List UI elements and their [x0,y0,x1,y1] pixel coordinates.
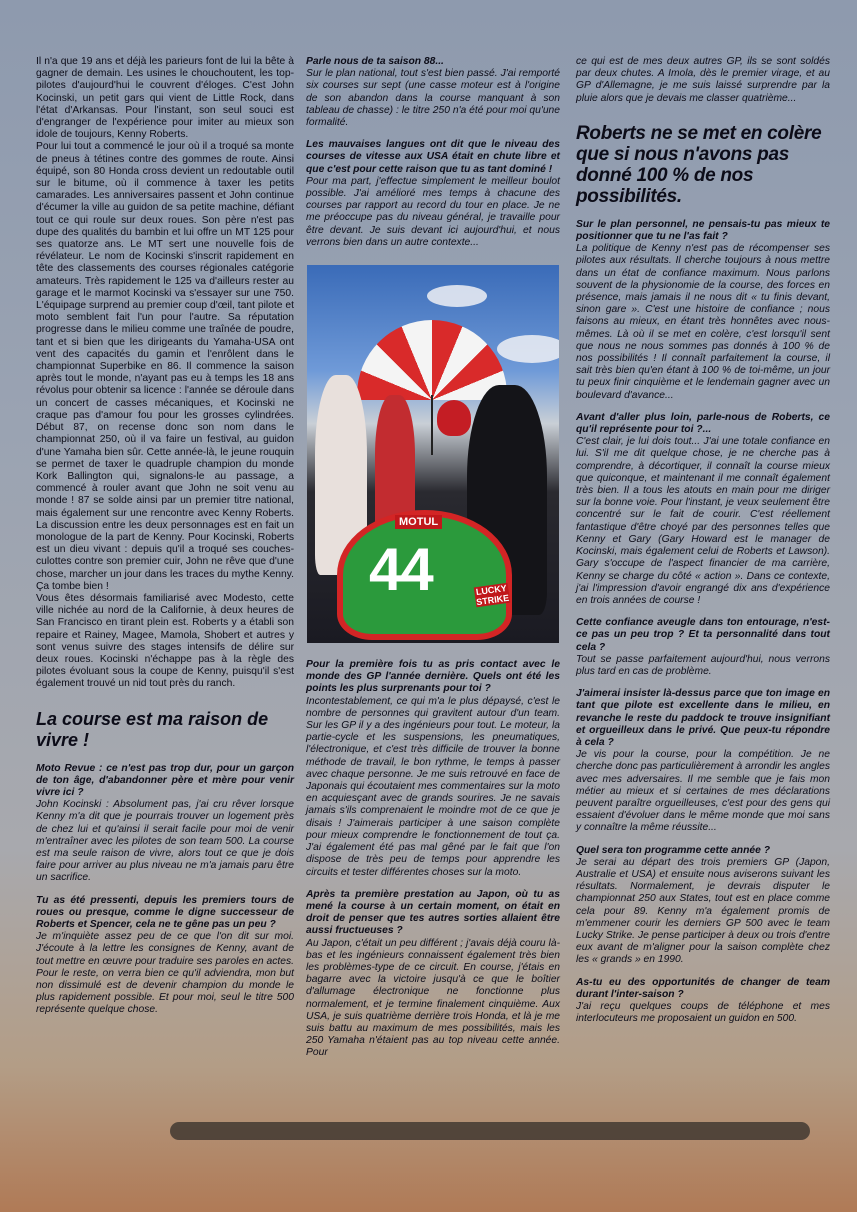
rider-photo [307,265,559,643]
column-right [576,56,830,1025]
interview-question: Avant d'aller plus loin, parle-nous de Roberts, ce qu'il représente pour toi ?... [576,411,830,436]
helmet-shape [437,400,471,436]
interview-question: Quel sera ton programme cette année ? [576,844,770,856]
cloud-shape [427,285,487,307]
interview-answer: Pour ma part, j'effectue simplement le meilleur boulot possible. J'ai amélioré mes temps à chacune des courses par rapport au record du tour en place. Je ne me préoccupe pas du niveau général, je travaille pour être devant. Je suis devant ici aujourd'hui, et nous verrons bien dans un autre contexte... [306,175,560,248]
interview-question: Moto Revue : ce n'est pas trop dur, pour un garçon de ton âge, d'abandonner père et mère pour venir vivre ici ? [36,762,294,798]
interview-question: Parle nous de ta saison 88... [306,56,444,67]
race-number: 44 [369,536,432,603]
interview-question: Les mauvaises langues ont dit que le niveau des courses de vitesse aux USA était en chute libre et que c'est pour cette raison que tu as tant dominé ! [306,139,560,175]
umbrella-shape [357,320,507,400]
horizon-shadow [170,1122,810,1140]
umbrella-pole [431,395,433,455]
interview-question: Cette confiance aveugle dans ton entourage, n'est-ce pas un peu trop ? Et ta personnalité dans tout cela ? [576,617,830,653]
interview-question: Après ta première prestation au Japon, où tu as mené la course à un certain moment, on était en droit de penser que tes autres sorties allaient être aussi fructueuses ? [306,888,560,937]
intro-paragraph: Il n'a que 19 ans et déjà les parieurs font de lui la bête à gagner de demain. Les usines le chouchoutent, les top-pilotes d'aujourd'hui le couvrent d'éloges. C'est John Kocinski, un petit gars qui vient de Little Rock, dans l'état d'Arkansas. Pour l'instant, son seul souci est d'engranger de l'expérience pour imiter au mieux son idole de toujours, Kenny Roberts. [36,56,294,141]
interview-answer: John Kocinski : Absolument pas, j'ai cru rêver lorsque Kenny m'a dit que je pourrais trouver un logement près de chez lui et qu'ainsi il serait facile pour moi de venir m'entraîner avec les pilotes de son team 500. La course est ma seule raison de vivre, alors tout ce que je dois faire pour arriver au plus niveau ne m'a jamais paru être un sacrifice. [36,799,294,884]
interview-answer: Au Japon, c'était un peu différent ; j'avais déjà couru là-bas et les ingénieurs connaissent également très bien les problèmes-type de ce circuit. En course, j'étais en bagarre avec la victoire jusqu'à ce que le boîtier d'allumage électronique ne fonctionne plus normalement, et je termine finalement cinquième. Aux USA, je suis quatrième derrière trois Honda, et là je me suis battu au maximum de mes possibilités, mais les 250 Yamaha n'étaient pas au top niveau cette année. Pour [306,937,560,1059]
interview-question: Pour la première fois tu as pris contact avec le monde des GP l'année dernière. Quels ont été les points les plus surprenants pour toi ? [306,659,560,695]
section-subhead: La course est ma raison de vivre ! [36,708,269,750]
pull-quote: Roberts ne se met en colère que si nous n'avons pas donné 100 % de nos possibilités. [576,122,822,207]
body-paragraph: Pour lui tout a commencé le jour où il a troqué sa monte de pneus à tétines contre des gommes de route. Ainsi équipé, son 80 Honda cross devient un redoutable outil sur le bitume, où il commence à taxer les petits camarades. Les anniversaires passent et John continue d'écumer la ville au guidon de sa petite machine, défiant tout ce qui roule sur deux roues. Son père n'est pas dupe des qualités du bambin et lui offre un MT 125 pour ses quatorze ans. Le MT sert une nouvelle fois de révélateur. Le nom de Kocinski s'inscrit rapidement en tête des classements des courses régionales catégorie amateurs. Très rapidement le 125 va d'ailleurs rester au garage et le marmot Kocinski va s'essayer sur une 750. L'équipage surprend au premier coup d'œil, tant pilote et moto semblent fait l'un pour l'autre. Sa réputation progresse dans le milieu comme une traînée de poudre, tant et si bien que les dirigeants du Yamaha-USA ont vent des capacités du gamin et l'enrôlent dans le championnat Superbike en 86. Il commence la saison après tout le monde, n'ayant pas eu à temps les 18 ans révolus pour obtenir sa licence : l'année se déroule dans un concert de casses mécaniques, et Kocinski ne craque pas d'amour fou pour les grosses cylindrées. Début 87, on recense donc son nom dans le championnat 250, où il va faire un festival, au guidon d'une Yamaha bien sûr. Cette année-là, le jeune rouquin se permet de taxer le quadruple champion du monde Kork Ballington qui, signalons-le au passage, a commencé à rouler avant que John ne soit venu au monde ! 87 se solde ainsi par un premier titre national, mais également sur une rencontre avec Kenny Roberts. La discussion entre les deux personnages est en fait un monologue de la part de Kenny. Pour Kocinski, Roberts est un dieu vivant : depuis qu'il a troqué ses couches-culottes contre son premier cuir, John ne rêve que d'une chose, marcher un jour dans les traces du mythe Kenny. Ça tombe bien ! [36,141,294,592]
body-paragraph: Vous êtes désormais familiarisé avec Modesto, cette ville nichée au nord de la Californie, à deux heures de San Francisco en tirant plein est. Roberts y a établi son repaire et Rainey, Magee, Mamola, Shobert et autres y sont venus suivre des stages intensifs de délire sur deux roues. Kocinski n'échappe pas à la règle des pilotes évoluant sous la coupe de Kenny, puisqu'il s'est également trouvé un nid tout près du ranch. [36,592,294,690]
interview-question: J'aimerai insister là-dessus parce que ton image en tant que pilote est excellente dans le milieu, en revanche le reste du paddock te trouve insignifiant et orgueilleux dans le privé. Que peux-tu répondre à cela ? [576,688,830,748]
interview-answer: J'ai reçu quelques coups de téléphone et mes interlocuteurs me proposaient un guidon en 500. [576,1001,830,1025]
interview-answer: Sur le plan national, tout s'est bien passé. J'ai remporté six courses sur sept (une casse moteur est à l'origine de son abandon dans la course manquant à son tableau de chasse) : le titre 250 n'a été pour moi qu'une formalité. [306,68,560,129]
interview-answer: Je m'inquiète assez peu de ce que l'on dit sur moi. J'écoute à la lettre les consignes de Kenny, avant de tout mettre en œuvre pour traduire ses paroles en actes. Pour le reste, on verra bien ce qu'il adviendra, mon but non dissimulé est de devenir champion du monde le plus rapidement possible. Et pour moi, seul le titre 500 représente quelque chose. [36,931,294,1016]
column-left [36,56,294,1017]
interview-question: Tu as été pressenti, depuis les premiers tours de roues ou presque, comme le digne successeur de Roberts et Spencer, cela ne te gêne pas un peu ? [36,894,294,930]
interview-question: Sur le plan personnel, ne pensais-tu pas mieux te positionner que tu ne l'as fait ? [576,218,830,243]
interview-answer: Je serai au départ des trois premiers GP (Japon, Australie et USA) et ensuite nous aviserons suivant les résultats. Normalement, je devrais disputer le championnat 250 aux States, tout est en place comme cela pour 89. Kenny m'a également promis de m'emmener courir les derniers GP 500 avec le team Lucky Strike. Je pense participer à deux ou trois d'entre eux avant de m'aligner pour la saison complète chez les « grands » en 1990. [576,856,830,966]
interview-answer: C'est clair, je lui dois tout... J'ai une totale confiance en lui. S'il me dit quelque chose, je ne cherche pas à comprendre, à décortiquer, il connaît la course mieux que quiconque, et maintenant il me connaît également très bien. Il a tous les atouts en main pour me diriger sur la bonne voie. Pour l'instant, je veux seulement être concentré sur le fait de courir. C'est réellement fantastique d'être choyé par des personnes telles que Kenny et Gary (Gary Howard est le manager de Kocinski, mais également celui de Roberts et Lawson). Gary s'occupe de l'aspect financier de ma carrière, Kenny se charge du côté « action ». Dans ce contexte, j'ai l'impression d'avoir engrangé dix ans d'expérience en trois années de course ! [576,436,830,606]
fairing-brand-label: MOTUL [395,515,442,529]
interview-answer: Je vis pour la course, pour la compétition. Je ne cherche donc pas particulièrement à arrondir les angles avec mes adversaires. Il me semble que je fais mon métier au mieux et si certaines de mes déclarations peuvent paraître orgueilleuses, c'est pour des gens qui essaient d'évoluer dans le même monde que moi sans y connaître la même réussite... [576,749,830,834]
sponsor-label: LUCKY STRIKE [475,582,510,608]
interview-answer: ce qui est de mes deux autres GP, ils se sont soldés par deux chutes. A Imola, dès le premier virage, et au GP d'Allemagne, je me suis laissé surprendre par la pluie alors que je devais me classer quatrième... [576,56,830,104]
interview-answer: Tout se passe parfaitement aujourd'hui, nous verrons plus tard en cas de problème. [576,653,830,677]
interview-answer: Incontestablement, ce qui m'a le plus dépaysé, c'est le nombre de personnes qui gravitent autour d'un team. Sur les GP il y a des ingénieurs pour tout. Le moteur, la partie-cycle et les suspensions, les pneumatiques, l'électronique, et c'est très difficile de trouver la bonne méthode de travail, le bon rythme, le temps à passer avec chaque personne. Je me suis retrouvé en face de Japonais qui écoutaient mes commentaires sur la moto en acquiesçant avec de grands sourires. Je ne savais jamais s'ils comprenaient le moindre mot de ce que je disais ! J'aimerais participer à une saison complète pour mieux comprendre le fonctionnement de tout ça. J'ai également été pas mal gêné par le fait que l'on dispose de très peu de temps pour apprendre les circuits et tester différentes choses sur la moto. [306,695,560,878]
interview-question: As-tu eu des opportunités de changer de team durant l'inter-saison ? [576,976,830,1000]
cloud-shape [497,335,559,363]
interview-answer: La politique de Kenny n'est pas de récompenser ses pilotes aux résultats. Il cherche toujours à nous mettre dans un état de confiance maximum. Nous parlons souvent de la physionomie de la course, des forces en présence, mais jamais il ne nous dit « tu finis devant, sinon gare ». C'est une histoire de confiance ; nous faisons au mieux, en étant très honnêtes avec nous-mêmes. Là où il se met en colère, c'est lorsqu'il sent que nous ne nous sommes pas donnés à 100 % de nos possibilités ! Il connaît parfaitement la course, il sait très bien qu'en étant à 100 % de toi-même, un jour tu peux finir cinquième et le lendemain gagner avec un boulevard d'avance... [576,243,830,401]
